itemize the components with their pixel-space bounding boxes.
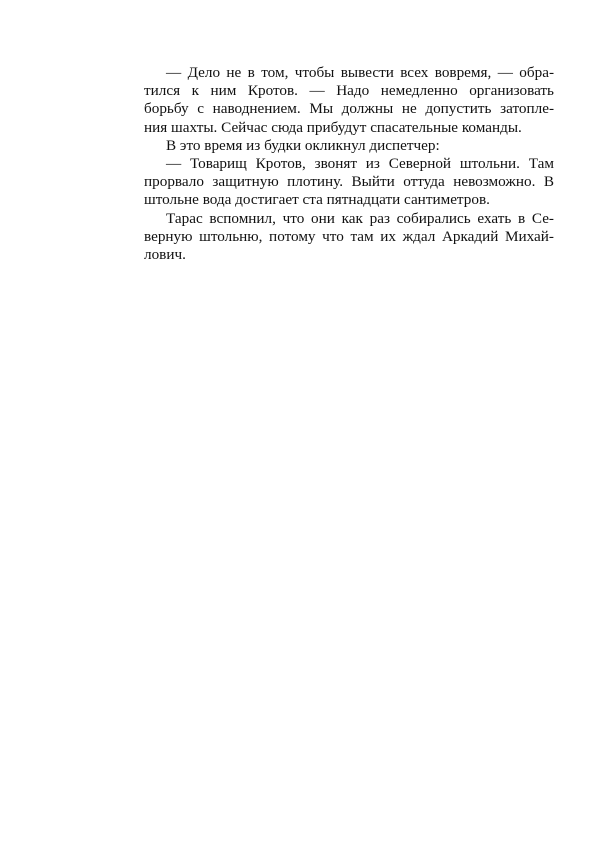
text-line: верную штольню, потому что там их ждал Аркадий Михай-	[144, 227, 554, 245]
body-text	[144, 64, 554, 264]
text-line: В это время из будки окликнул диспетчер:	[166, 136, 440, 154]
text-line: борьбу с наводнением. Мы должны не допустить затопле-	[144, 100, 554, 118]
text-line: прорвало защитную плотину. Выйти оттуда невозможно. В	[144, 173, 554, 191]
text-line: лович.	[144, 245, 186, 263]
text-line: тился к ним Кротов. — Надо немедленно организовать	[144, 82, 554, 100]
text-line: ния шахты. Сейчас сюда прибудут спасательные команды.	[144, 118, 522, 136]
text-line: штольне вода достигает ста пятнадцати сантиметров.	[144, 191, 490, 209]
text-line: Тарас вспомнил, что они как раз собирались ехать в Се-	[166, 209, 554, 227]
text-line: — Товарищ Кротов, звонят из Северной штольни. Там	[166, 154, 554, 172]
text-line: — Дело не в том, чтобы вывести всех вовремя, — обра-	[166, 64, 554, 81]
